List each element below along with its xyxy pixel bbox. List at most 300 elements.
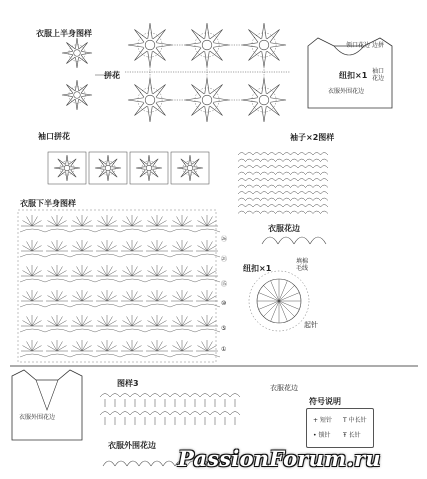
sleeve-stitch (291, 185, 299, 188)
lower-body-title: 衣服下半身图样 (20, 199, 76, 208)
motif-ring (69, 87, 86, 104)
v-neck (36, 380, 58, 410)
sleeve-stitch (283, 179, 291, 182)
motif-center (145, 95, 155, 105)
cuff-join-title: 袖口拼花 (38, 132, 70, 141)
sleeve-stitch (268, 192, 276, 195)
sleeve-stitch (246, 166, 254, 169)
mesh-chain (70, 279, 95, 282)
sleeve-stitch (253, 205, 261, 208)
legend-symbol: T (343, 417, 347, 424)
pattern3-stitch (150, 412, 160, 416)
sleeve-stitch (268, 153, 276, 156)
motif-center (202, 40, 212, 50)
sleeve-stitch (321, 205, 329, 208)
motif-petal (134, 84, 147, 97)
motif-petal (185, 43, 201, 48)
mesh-chain (120, 229, 145, 232)
bottom-trim-fan (127, 461, 139, 466)
sleeve-stitch (261, 166, 269, 169)
motif-petal (136, 167, 145, 170)
sleeve-stitch (268, 179, 276, 182)
motif-center (259, 40, 269, 50)
motif-petal (66, 172, 69, 181)
motif-petal (151, 170, 159, 178)
edge-scallop (294, 237, 310, 244)
mesh-chain (170, 354, 195, 357)
motif-petal (148, 23, 153, 39)
motif-petal (75, 99, 78, 110)
outer-trim-left-label: 衣服外围花边 (19, 414, 56, 421)
pattern3-stitch (100, 394, 110, 398)
watermark: PassionForum.ru (178, 446, 381, 471)
motif-petal (205, 106, 210, 122)
motif-petal (267, 29, 280, 42)
start-label: 起针 (304, 321, 318, 329)
motif-petal (270, 98, 286, 103)
pattern3-stitch (210, 394, 220, 398)
sleeve-stitch (253, 185, 261, 188)
sleeve-stitch (283, 185, 291, 188)
motif-petal (69, 159, 77, 167)
motif-ring (183, 161, 197, 175)
mesh-chain (45, 354, 70, 357)
sleeve-stitch (321, 172, 329, 175)
sleeve-stitch (253, 179, 261, 182)
legend-symbol: • (313, 432, 317, 439)
sleeve-stitch (238, 153, 246, 156)
motif-petal (270, 43, 286, 48)
mesh-chain (95, 254, 120, 257)
sleeve-stitch (253, 211, 261, 214)
motif-petal (128, 43, 144, 48)
sleeve-stitch (321, 185, 329, 188)
motif-petal (192, 159, 200, 167)
sleeve-stitch (238, 159, 246, 162)
sleeve-stitch (268, 172, 276, 175)
sleeve-stitch (298, 153, 306, 156)
pattern3-stitch (230, 412, 240, 416)
mesh-chain (95, 304, 120, 307)
sleeve-stitch (276, 179, 284, 182)
motif-petal (248, 103, 261, 116)
mesh-chain (20, 329, 45, 332)
sleeve-stitch (238, 211, 246, 214)
pattern3-stitch (180, 394, 190, 398)
garment-edge2-label: 衣服花边 (270, 384, 298, 392)
sleeve-stitch (238, 185, 246, 188)
sleeve-stitch (313, 153, 321, 156)
motif-petal (81, 51, 92, 54)
motif-petal (248, 84, 261, 97)
motif-petal (148, 155, 151, 164)
sleeve-stitch (276, 172, 284, 175)
mesh-chain (195, 279, 220, 282)
mesh-chain (70, 254, 95, 257)
sleeve-stitch (313, 172, 321, 175)
sleeve-stitch (261, 211, 269, 214)
sleeve-stitch (321, 192, 329, 195)
motif-petal (148, 106, 153, 122)
motif-petal (151, 159, 159, 167)
motif-center (64, 165, 70, 171)
bottom-trim-fan (163, 461, 175, 466)
motif-center (74, 92, 81, 99)
motif-petal (66, 155, 69, 164)
sleeve-stitch (253, 166, 261, 169)
motif-petal (128, 98, 144, 103)
sleeve-stitch (261, 205, 269, 208)
motif-petal (110, 170, 118, 178)
motif-petal (205, 23, 210, 39)
motif-petal (153, 29, 166, 42)
motif-ring (252, 33, 276, 57)
motif-petal (110, 159, 118, 167)
motif-center (146, 165, 152, 171)
motif-petal (75, 57, 78, 68)
pattern3-stitch (110, 394, 120, 398)
sleeve-stitch (291, 159, 299, 162)
sleeve-stitch (246, 198, 254, 201)
motif-petal (191, 84, 204, 97)
edge-scallop (310, 237, 326, 244)
motif-petal (54, 167, 63, 170)
sleeve-stitch (283, 192, 291, 195)
bottom-trim-fan (103, 461, 115, 466)
legend-title: 符号说明 (309, 397, 341, 406)
sleeve-stitch (291, 172, 299, 175)
sleeve-stitch (246, 159, 254, 162)
sleeve-stitch (298, 159, 306, 162)
edge-scallop (262, 237, 278, 244)
motif-petal (210, 29, 223, 42)
sleeve-stitch (268, 205, 276, 208)
sleeve-stitch (238, 179, 246, 182)
sleeve-stitch (276, 192, 284, 195)
motif-petal (153, 103, 166, 116)
symbol-legend (306, 408, 374, 448)
sleeve-stitch (298, 179, 306, 182)
sleeve-stitch (246, 192, 254, 195)
sleeve-stitch (283, 166, 291, 169)
motif-petal (185, 98, 201, 103)
sleeve-stitch (291, 192, 299, 195)
sleeve-stitch (321, 166, 329, 169)
motif-petal (107, 155, 110, 164)
motif-petal (213, 98, 229, 103)
pattern3-stitch (160, 412, 170, 416)
motif-petal (75, 80, 78, 91)
mesh-chain (45, 279, 70, 282)
pattern3-stitch (190, 412, 200, 416)
motif-ring (142, 161, 156, 175)
pattern3-stitch (130, 412, 140, 416)
sleeve-stitch (238, 198, 246, 201)
motif-petal (189, 155, 192, 164)
join-label: 拼花 (104, 71, 120, 80)
motif-petal (205, 51, 210, 67)
mesh-chain (70, 354, 95, 357)
sleeve-stitch (291, 205, 299, 208)
motif-petal (191, 103, 204, 116)
pattern3-stitch (220, 394, 230, 398)
sleeve-stitch (253, 198, 261, 201)
motif-petal (242, 43, 258, 48)
sleeve-stitch (253, 192, 261, 195)
wool-label: 填棉 毛线 (296, 258, 309, 272)
motif-ring (138, 88, 162, 112)
sleeve-stitch (253, 172, 261, 175)
mesh-chain (195, 304, 220, 307)
sleeve-stitch (306, 211, 314, 214)
mesh-chain (170, 254, 195, 257)
motif-ring (252, 88, 276, 112)
mesh-chain (195, 329, 220, 332)
mesh-chain (170, 229, 195, 232)
motif-petal (191, 48, 204, 61)
mesh-chain (95, 354, 120, 357)
motif-petal (156, 43, 172, 48)
sleeve-stitch (298, 172, 306, 175)
legend-name: 短针 (319, 417, 332, 424)
sleeve-stitch (313, 192, 321, 195)
button-spoke (279, 301, 295, 317)
sleeve-stitch (268, 166, 276, 169)
motif-petal (71, 167, 80, 170)
mesh-chain (145, 279, 170, 282)
bottom-trim-fan (139, 461, 151, 466)
sleeve-stitch (321, 198, 329, 201)
pattern3-stitch (140, 412, 150, 416)
motif-petal (62, 51, 73, 54)
motif-petal (181, 159, 189, 167)
motif-petal (66, 42, 75, 51)
mesh-chain (195, 254, 220, 257)
sleeve-stitch (298, 198, 306, 201)
sleeve-stitch (261, 192, 269, 195)
pattern3-stitch (200, 394, 210, 398)
motif-petal (99, 159, 107, 167)
sleeve-stitch (306, 198, 314, 201)
motif-ring (60, 161, 74, 175)
pattern3-stitch (150, 394, 160, 398)
pattern3-stitch (160, 394, 170, 398)
sleeve-stitch (276, 153, 284, 156)
mesh-chain (70, 229, 95, 232)
sleeve-stitch (306, 179, 314, 182)
motif-petal (189, 172, 192, 181)
row-number: ⑮ (221, 281, 228, 288)
legend-name: 长针 (348, 432, 361, 439)
motif-petal (75, 38, 78, 49)
lower-body-border (18, 210, 216, 362)
motif-petal (192, 170, 200, 178)
sleeve-stitch (291, 198, 299, 201)
pattern3-stitch (120, 412, 130, 416)
motif-petal (112, 167, 121, 170)
sleeve-stitch (283, 205, 291, 208)
mesh-chain (145, 329, 170, 332)
motif-petal (210, 103, 223, 116)
sleeve-stitch (313, 205, 321, 208)
sleeve-title: 袖子×2图样 (290, 133, 335, 142)
row-number: ⑩ (221, 300, 227, 307)
motif-petal (177, 167, 186, 170)
motif-petal (69, 170, 77, 178)
legend-name: 锁针 (318, 432, 331, 439)
button-spoke (279, 285, 295, 301)
motif-petal (191, 29, 204, 42)
mesh-chain (145, 354, 170, 357)
sleeve-stitch (261, 198, 269, 201)
sleeve-stitch (298, 192, 306, 195)
pattern3-stitch (110, 412, 120, 416)
pattern3-stitch (100, 412, 110, 416)
motif-ring (101, 161, 115, 175)
pattern3-stitch (200, 412, 210, 416)
mesh-chain (145, 229, 170, 232)
motif-center (202, 95, 212, 105)
sleeve-stitch (313, 185, 321, 188)
mesh-chain (20, 304, 45, 307)
mesh-chain (95, 329, 120, 332)
motif-petal (213, 43, 229, 48)
sleeve-stitch (276, 198, 284, 201)
motif-center (74, 50, 81, 57)
edge-scallop (278, 237, 294, 244)
sleeve-stitch (306, 205, 314, 208)
mesh-chain (95, 229, 120, 232)
sleeve-stitch (283, 153, 291, 156)
sleeve-stitch (238, 205, 246, 208)
motif-center (187, 165, 193, 171)
sleeve-stitch (268, 211, 276, 214)
sleeve-stitch (313, 198, 321, 201)
mesh-chain (45, 229, 70, 232)
mesh-chain (120, 279, 145, 282)
motif-petal (79, 55, 88, 64)
motif-petal (134, 103, 147, 116)
sleeve-stitch (238, 172, 246, 175)
motif-petal (107, 172, 110, 181)
motif-petal (66, 55, 75, 64)
pattern3-stitch (170, 394, 180, 398)
cuff-edge-label: 袖口 花边 (372, 68, 385, 82)
sleeve-stitch (321, 153, 329, 156)
motif-petal (79, 42, 88, 51)
bottom-trim-fan (151, 461, 163, 466)
pattern3-stitch (130, 394, 140, 398)
sleeve-stitch (321, 159, 329, 162)
upper-body-title: 衣服上半身图样 (36, 29, 92, 38)
mesh-chain (145, 304, 170, 307)
motif-petal (194, 167, 203, 170)
sleeve-stitch (291, 179, 299, 182)
sleeve-stitch (313, 211, 321, 214)
sleeve-stitch (268, 159, 276, 162)
mesh-chain (120, 254, 145, 257)
motif-petal (153, 167, 162, 170)
legend-name: 中长针 (348, 417, 367, 424)
mesh-chain (20, 354, 45, 357)
mesh-chain (70, 329, 95, 332)
sleeve-stitch (306, 153, 314, 156)
pattern3-stitch (190, 394, 200, 398)
sleeve-stitch (306, 166, 314, 169)
button-right-label: 纽扣×1 (339, 71, 368, 80)
sleeve-stitch (291, 153, 299, 156)
sleeve-stitch (313, 179, 321, 182)
mesh-chain (120, 304, 145, 307)
motif-petal (248, 29, 261, 42)
sleeve-stitch (306, 159, 314, 162)
motif-petal (79, 84, 88, 93)
motif-center (105, 165, 111, 171)
row-number: ㉖ (221, 236, 228, 243)
legend-symbol: Ŧ (343, 432, 347, 439)
motif-petal (148, 172, 151, 181)
mesh-chain (120, 329, 145, 332)
motif-petal (210, 48, 223, 61)
button-label: 纽扣×1 (243, 264, 272, 273)
motif-petal (81, 93, 92, 96)
sleeve-stitch (283, 198, 291, 201)
motif-petal (262, 51, 267, 67)
sleeve-stitch (283, 211, 291, 214)
motif-petal (262, 106, 267, 122)
pattern3-title: 图样3 (117, 379, 139, 388)
motif-petal (58, 159, 66, 167)
garment-edge-label: 衣服花边 (268, 224, 300, 233)
row-number: ① (221, 346, 227, 353)
motif-petal (156, 98, 172, 103)
sleeve-stitch (246, 153, 254, 156)
mesh-chain (20, 279, 45, 282)
outer-trim-bottom-title: 衣服外围花边 (108, 441, 156, 450)
bottom-trim-fan (115, 461, 127, 466)
sleeve-stitch (246, 205, 254, 208)
sleeve-stitch (283, 159, 291, 162)
row-number: ㉑ (221, 256, 228, 263)
outer-trim-right-label: 衣服外围花边 (328, 88, 365, 95)
motif-ring (69, 45, 86, 62)
sleeve-stitch (268, 185, 276, 188)
sleeve-stitch (276, 211, 284, 214)
sleeve-stitch (298, 205, 306, 208)
mesh-chain (195, 354, 220, 357)
sleeve-stitch (321, 211, 329, 214)
mesh-chain (20, 229, 45, 232)
motif-petal (267, 103, 280, 116)
motif-ring (195, 33, 219, 57)
motif-petal (262, 78, 267, 94)
motif-petal (210, 84, 223, 97)
mesh-chain (45, 304, 70, 307)
motif-petal (58, 170, 66, 178)
pattern3-stitch (140, 394, 150, 398)
motif-petal (99, 170, 107, 178)
motif-ring (138, 33, 162, 57)
sleeve-stitch (253, 159, 261, 162)
sleeve-stitch (276, 185, 284, 188)
motif-petal (62, 93, 73, 96)
motif-petal (134, 29, 147, 42)
sleeve-stitch (238, 166, 246, 169)
sleeve-stitch (261, 185, 269, 188)
motif-center (145, 40, 155, 50)
motif-petal (248, 48, 261, 61)
sleeve-stitch (306, 185, 314, 188)
